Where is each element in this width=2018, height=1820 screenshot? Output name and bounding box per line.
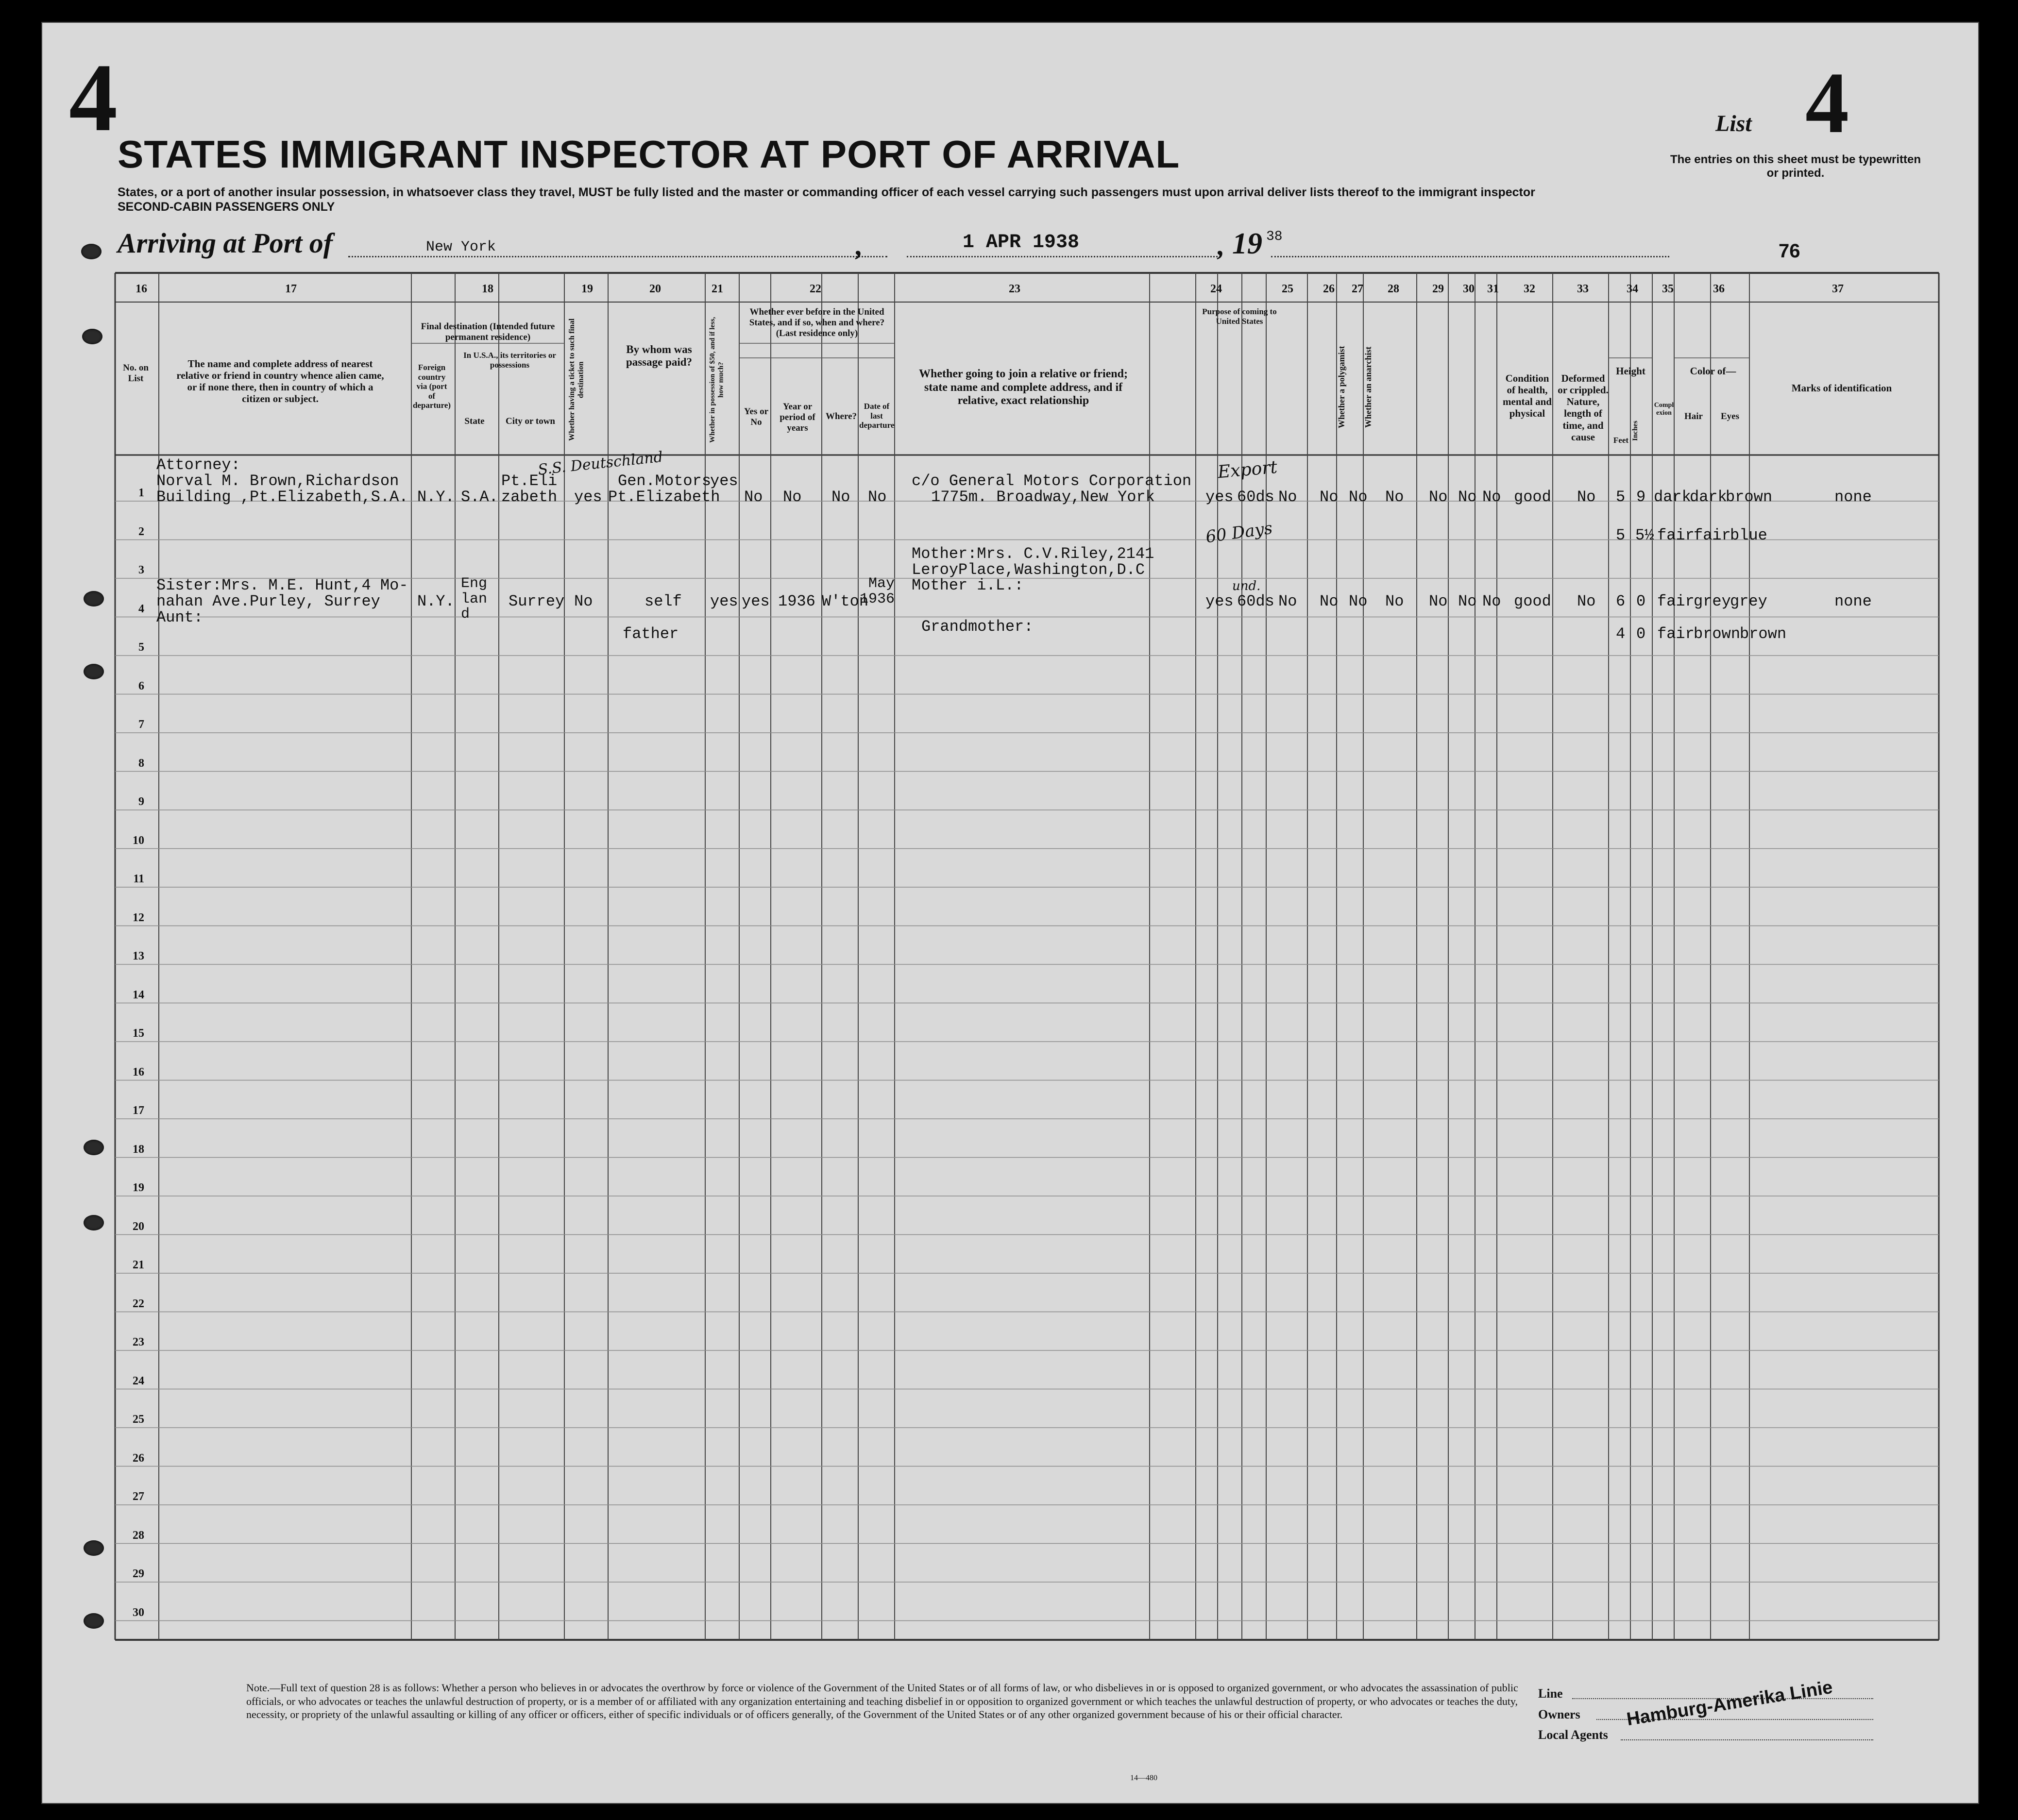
row4-complexion: fair (1657, 592, 1695, 610)
row-number: 14 (133, 988, 144, 1001)
row1-pre: Attorney: (156, 456, 240, 474)
row4-marks: none (1834, 592, 1872, 610)
row-number: 23 (133, 1336, 144, 1348)
row5-eyes: brown (1740, 625, 1787, 643)
agents-rule (1621, 1739, 1873, 1740)
row4-feet: 6 (1616, 592, 1626, 610)
row-number: 3 (138, 564, 144, 576)
row1-deformed: No (1577, 488, 1596, 506)
row-number: 2 (138, 525, 144, 538)
col-label-no: No. on List (123, 363, 149, 384)
col-label-complexion: Complexion (1654, 402, 1674, 417)
col-label-city: City or town (505, 416, 556, 426)
row1-c26: No (1320, 488, 1339, 506)
col-num-32: 32 (1524, 283, 1535, 295)
row-number: 25 (133, 1413, 144, 1426)
col-num-17: 17 (285, 283, 297, 295)
page-title: STATES IMMIGRANT INSPECTOR AT PORT OF ARRIVAL (118, 133, 1180, 176)
col-label-destination: Final destination (Intended future permanent residence) (421, 321, 555, 342)
row1-inches: 9 (1636, 488, 1646, 506)
col-label-anarchist: Whether an anarchist (1363, 346, 1373, 428)
col-label-eyes: Eyes (1721, 411, 1739, 421)
row4-state: N.Y. (417, 592, 455, 610)
row4-where: W'ton (822, 592, 869, 610)
row1-ticket: yes (574, 488, 602, 506)
col-label-yes-no: Yes or No (744, 406, 769, 427)
row2-inches: 5½ (1635, 526, 1654, 544)
col-num-37: 37 (1832, 283, 1844, 295)
row1-last: No (868, 488, 887, 506)
col-num-31: 31 (1487, 283, 1499, 295)
row-number: 19 (133, 1181, 144, 1194)
line-stamp: Hamburg-Amerika Linie (1625, 1677, 1834, 1730)
row-number: 8 (138, 757, 144, 770)
row1-c31: No (1482, 488, 1501, 506)
row4-fifty: yes (710, 592, 738, 610)
row4-last: May 1936 (859, 575, 895, 607)
row-number: 6 (138, 679, 144, 692)
row-number: 16 (133, 1065, 144, 1079)
row4-relative: nahan Ave.Purley, Surrey (156, 592, 380, 610)
row1-years: No (783, 488, 802, 506)
col-label-state: State (464, 416, 485, 426)
col-label-health: Condition of health, mental and physical (1503, 372, 1552, 420)
footnote: Note.—Full text of question 28 is as follows: Whether a person who believes in or advocates the overthrow by force or violence of the Government of the United States or of all forms of law, or who disbelieves in or is opposed to organized government, or who advocates the assassination of public officials, or who advocates or teaches the unlawful destruction of property, or is a member of or affiliated with any organization entertaining and teaching disbelief in or opposition to organized government or which teaches the unlawful destruction of property, or who advocates or teaches the duty, necessity, or propriety of the unlawful assaulting or killing of any officer or officers, either of specific individuals or of officers generally, of the Government of the United States or of any other organized government because of his or their official character. (246, 1682, 1518, 1720)
row-number: 24 (133, 1374, 144, 1387)
row1-c27: No (1349, 488, 1368, 506)
row1-relative: Norval M. Brown,Richardson (156, 472, 399, 490)
date-stamp: 1 APR 1938 (963, 232, 1080, 253)
col-label-polygamist: Whether a polygamist (1337, 346, 1346, 428)
row1-marks: none (1834, 488, 1872, 506)
col-label-usa: In U.S.A., its territories or possessions (463, 351, 556, 370)
col-num-23: 23 (1009, 283, 1020, 295)
row4-health: good (1514, 592, 1551, 610)
row1-c25: No (1278, 488, 1297, 506)
col-label-feet: Feet (1613, 436, 1629, 445)
row4-pre: Sister:Mrs. M.E. Hunt,4 Mo- (156, 576, 408, 594)
row-number: 29 (133, 1567, 144, 1580)
row-number: 20 (133, 1220, 144, 1233)
col-num-24: 24 (1210, 283, 1222, 295)
row-number: 13 (133, 950, 144, 962)
row4-c27: No (1349, 592, 1368, 610)
list-number: 4 (1805, 54, 1849, 151)
col-num-20: 20 (649, 283, 661, 295)
page-subtitle: States, or a port of another insular possession, in whatsoever class they travel, MUST be fully listed and the master or commanding officer of each vessel carrying such passengers must upon arrival deliver lists thereof to the immigrant inspector (118, 185, 1535, 199)
col-label-foreign-country: Foreign country via (port of departure) (412, 363, 451, 410)
row1-c30: No (1458, 488, 1477, 506)
row-number: 7 (138, 718, 144, 731)
line-label: Line (1538, 1686, 1563, 1701)
arriving-label: Arriving at Port of (118, 227, 333, 259)
row3-join-2: LeroyPlace,Washington,D.C (912, 561, 1145, 579)
row4-city: Surrey (509, 592, 565, 610)
row4-hair: grey (1694, 592, 1731, 610)
row5-inches: 0 (1636, 625, 1646, 643)
year-prefix: 19 (1232, 227, 1262, 260)
row5-complexion: fair (1657, 625, 1695, 643)
row1-before: No (744, 488, 763, 506)
col-label-deformed: Deformed or crippled. Nature, length of time, and cause (1558, 372, 1609, 443)
row1-paid: Gen.Motors (618, 472, 712, 490)
stay-note: 60 Days (1204, 518, 1274, 547)
col-label-fifty: Whether in possession of $50, and if less, how much? (709, 317, 725, 443)
row-number: 15 (133, 1027, 144, 1040)
col-label-height: Height (1616, 365, 1645, 377)
row5-paid: father (623, 625, 679, 643)
und-note: und. (1232, 579, 1261, 593)
row4-years: 1936 (778, 592, 815, 610)
purpose-note: Export (1217, 457, 1278, 483)
col-label-before: Whether ever before in the United States, and if so, when and where? (Last residence only) (749, 307, 885, 338)
col-label-paid: By whom was passage paid? (626, 343, 693, 369)
row4-inches: 0 (1636, 592, 1646, 610)
page-subtitle-2: SECOND-CABIN PASSENGERS ONLY (118, 200, 335, 214)
col-label-inches: Inches (1631, 421, 1639, 441)
row4-c31: No (1482, 592, 1501, 610)
row-number: 12 (133, 911, 144, 924)
col-num-25: 25 (1282, 283, 1293, 295)
row4-join: Mother i.L.: (912, 576, 1024, 594)
row4-c25: No (1278, 592, 1297, 610)
row1-state: N.Y. (417, 488, 455, 506)
col-num-34: 34 (1627, 283, 1638, 295)
comma-2: , (1218, 230, 1225, 261)
col-label-last-departure: Date of last departure (859, 402, 895, 430)
col-label-join: Whether going to join a relative or friend; state name and complete address, and if relative, exact relationship (919, 368, 1128, 407)
row5-join: Grandmother: (921, 618, 1034, 636)
row-number: 22 (133, 1297, 144, 1310)
row-number: 17 (133, 1104, 144, 1117)
row-number: 21 (133, 1259, 144, 1271)
comma: , (856, 230, 863, 261)
row1-hair: dark (1690, 488, 1727, 506)
sheet-number: 76 (1779, 240, 1800, 262)
row1-city: Pt.Eli (501, 472, 558, 490)
row1-fifty: yes (710, 472, 738, 490)
year-suffix: 38 (1266, 229, 1283, 244)
col-num-19: 19 (581, 283, 593, 295)
row2-complexion: fair (1657, 526, 1695, 544)
row4-purpose: yes (1205, 592, 1234, 610)
row-number: 10 (133, 834, 144, 847)
row-number: 30 (133, 1606, 144, 1619)
row4-deformed: No (1577, 592, 1596, 610)
col-label-years: Year or period of years (780, 402, 815, 433)
row-number: 18 (133, 1143, 144, 1156)
col-num-27: 27 (1352, 283, 1363, 295)
col-num-18: 18 (482, 283, 493, 295)
row4-c28: No (1385, 592, 1404, 610)
row1-paid-2: Pt.Elizabeth (608, 488, 720, 506)
row1-c29: No (1429, 488, 1448, 506)
row4-c26: No (1320, 592, 1339, 610)
col-num-33: 33 (1577, 283, 1589, 295)
row4-before: yes (742, 592, 770, 610)
port-value: New York (426, 239, 496, 255)
row-number: 4 (138, 602, 144, 615)
row4-eyes: grey (1730, 592, 1767, 610)
typewritten-instructions: The entries on this sheet must be typewritten or printed. (1670, 153, 1921, 180)
row-number: 27 (133, 1490, 144, 1503)
col-label-ticket: Whether having a ticket to such final destination (568, 318, 585, 441)
row1-join: c/o General Motors Corporation (912, 472, 1192, 490)
row5-hair: brown (1694, 625, 1741, 643)
col-label-purpose: Purpose of coming to United States (1202, 307, 1277, 326)
row-number: 26 (133, 1451, 144, 1465)
row-number: 1 (138, 487, 144, 499)
row1-join-2: 1775m. Broadway,New York (931, 488, 1155, 506)
row-number: 5 (138, 641, 144, 654)
row1-c28: No (1385, 488, 1404, 506)
row2-eyes: blue (1730, 526, 1767, 544)
col-num-35: 35 (1662, 283, 1674, 295)
row1-purpose: yes (1205, 488, 1234, 506)
owners-label: Owners (1538, 1707, 1580, 1721)
corner-number: 4 (69, 44, 118, 152)
manifest-sheet (41, 22, 1979, 1804)
destination-note: S.S. Deutschland (537, 448, 664, 479)
row5-pre: Aunt: (156, 608, 203, 626)
row3-join: Mother:Mrs. C.V.Riley,2141 (912, 545, 1154, 563)
col-label-hair: Hair (1684, 411, 1703, 421)
row1-complexion: dark (1654, 488, 1691, 506)
row4-ticket: No (574, 592, 593, 610)
col-num-36: 36 (1713, 283, 1725, 295)
row-number: 9 (138, 795, 144, 808)
row1-eyes: brown (1726, 488, 1773, 506)
row4-c29: No (1429, 592, 1448, 610)
row1-stay: 60ds (1237, 488, 1274, 506)
col-num-30: 30 (1463, 283, 1475, 295)
row1-country: S.A. (461, 488, 498, 506)
col-num-22: 22 (810, 283, 821, 295)
row1-health: good (1514, 488, 1551, 506)
col-num-16: 16 (136, 283, 147, 295)
row4-paid: self (644, 592, 682, 610)
row1-city-2: zabeth (501, 488, 558, 506)
row4-stay: 60ds (1237, 592, 1274, 610)
col-label-color: Color of— (1690, 365, 1736, 377)
row2-hair: fair (1694, 526, 1731, 544)
row1-where: No (831, 488, 850, 506)
col-label-marks: Marks of identification (1791, 382, 1892, 394)
row-number: 28 (133, 1529, 144, 1542)
col-num-21: 21 (712, 283, 723, 295)
row2-feet: 5 (1616, 526, 1626, 544)
col-label-where: Where? (825, 411, 857, 421)
row4-c30: No (1458, 592, 1477, 610)
row4-country: England (461, 575, 488, 623)
row1-relative-2: Building ,Pt.Elizabeth,S.A. (156, 488, 408, 506)
col-num-29: 29 (1432, 283, 1444, 295)
row-number: 11 (133, 873, 144, 885)
form-number: 14—480 (1130, 1774, 1157, 1782)
col-num-28: 28 (1388, 283, 1399, 295)
col-label-relative: The name and complete address of nearest relative or friend in country whence alien came, or if none there, then in country of which a citizen or subject. (176, 358, 384, 405)
row5-feet: 4 (1616, 625, 1626, 643)
agents-label: Local Agents (1538, 1728, 1608, 1742)
list-label: List (1715, 111, 1752, 136)
col-num-26: 26 (1323, 283, 1335, 295)
row1-feet: 5 (1616, 488, 1626, 506)
